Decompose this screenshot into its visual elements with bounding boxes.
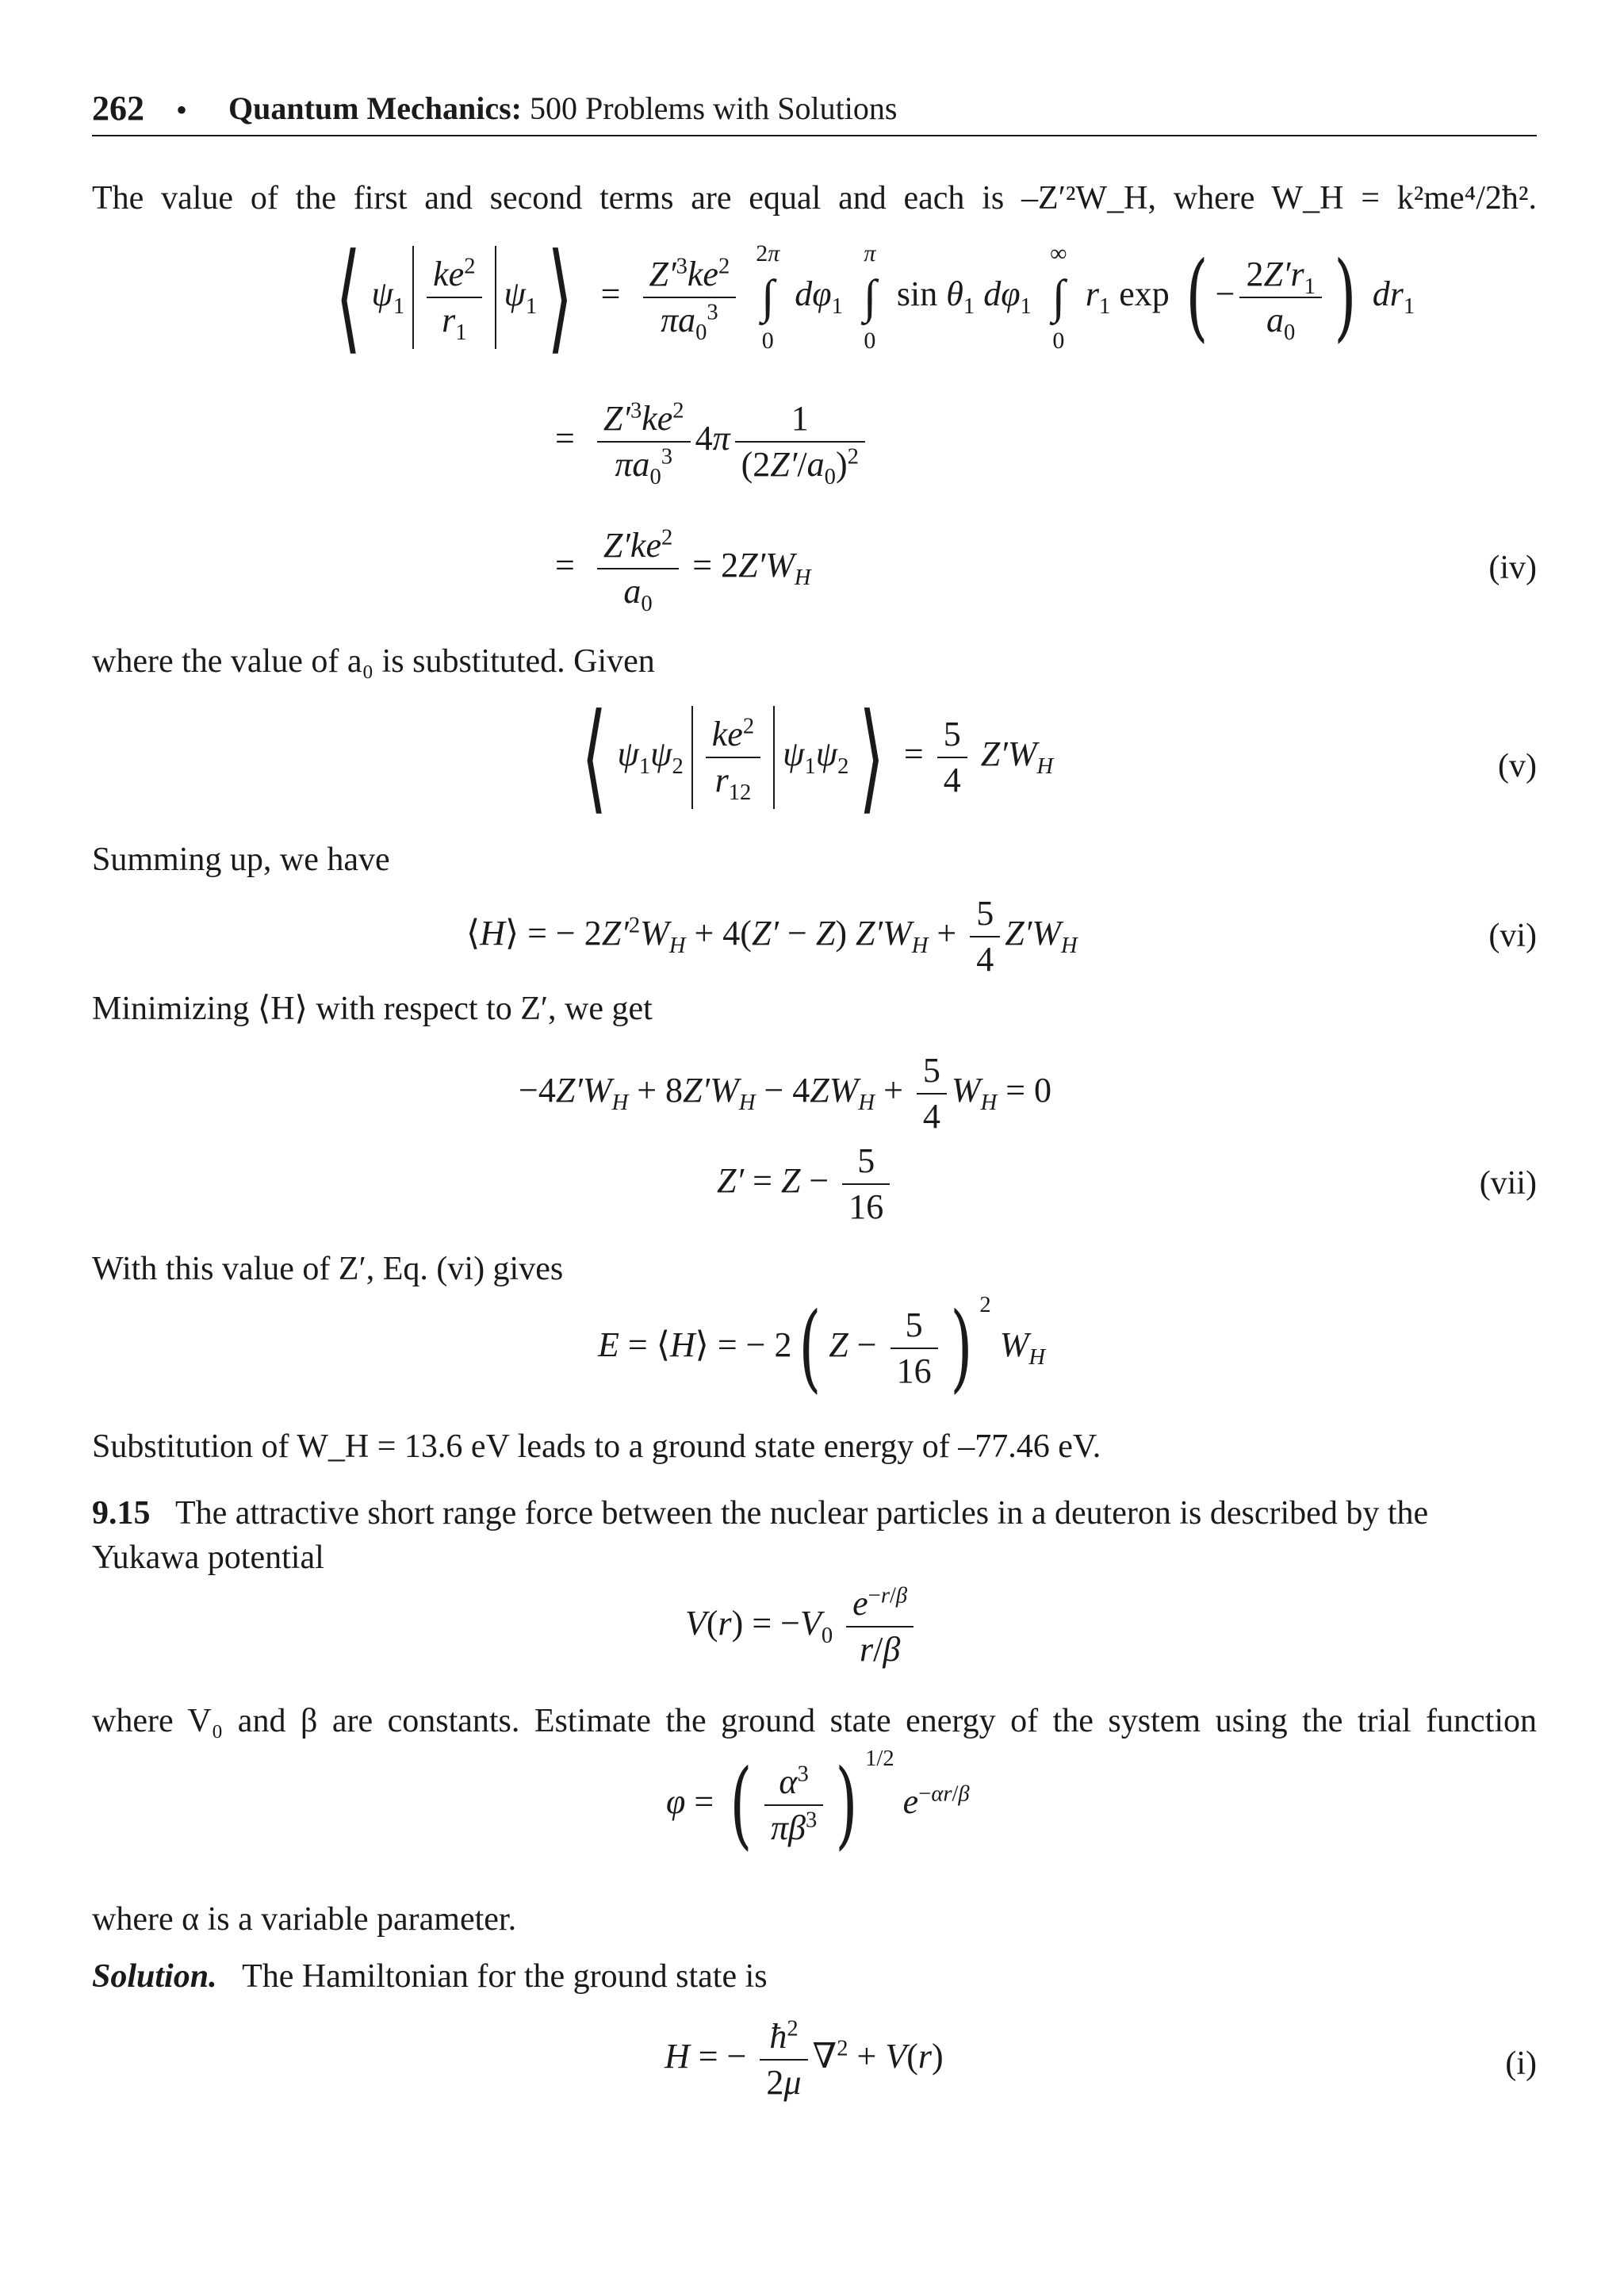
equation-iv-line2: = $\frac{Z'^3ke^2}{\pi a_0^3}$ 4π $\frac{1}{(2Z'/a_0)^2}$ xyxy=(555,397,870,487)
equation-hamiltonian: H = − $\frac{ħ^2}{2\mu}$ ∇$^2$ + V(r) xyxy=(665,2015,944,2105)
equation-yukawa-potential: $V(r) = -V_0$ $\frac{e^{-r/\beta}}{r/\beta}$ xyxy=(685,1581,918,1672)
problem-statement: The attractive short range force between the nuclear particles in a deuteron is described by the Yukawa potential xyxy=(92,1495,1429,1576)
solution-label: Solution. xyxy=(92,1958,217,1995)
paragraph-a0-substituted: where the value of a₀ is substituted. Given xyxy=(92,643,655,680)
paragraph-variable-parameter: where α is a variable parameter. xyxy=(92,1901,517,1938)
equation-number-v: (v) xyxy=(1498,748,1537,784)
equation-iv-line1: ⟨ $\psi_1$ $\frac{ke^2}{r_1}$ $\psi_1⟩$ = $\frac{Z'^3ke^2}{\pi a_0^3}$ 2π ∫ 0 $d\varphi_1$ π ∫ 0 $\sin \theta_1$ $d\varphi_1$ ∞ ∫ 0 $r_1$ exp ( − $\frac{2Z'r_1}{a_0}$ ) $dr_1$ xyxy=(335,228,1415,366)
header-separator: • xyxy=(176,92,188,128)
page-number: 262 xyxy=(92,89,144,128)
book-title xyxy=(228,90,897,127)
equation-v: ⟨ $\psi_1\psi_2$ $\frac{ke^2}{r_{12}}$ $\psi_1\psi_2⟩$ = $\frac{5}{4}$ $Z'W_H$ xyxy=(581,688,1054,826)
paragraph-summing-up: Summing up, we have xyxy=(92,842,390,878)
equation-number-vi: (vi) xyxy=(1488,918,1537,954)
equation-vi: ⟨H⟩ = − $2Z'^2W_H + 4(Z' - Z) Z'W_H$ + $\frac{5}{4}$ $Z'W_H$ xyxy=(466,891,1078,982)
equation-number-vii: (vii) xyxy=(1479,1165,1537,1202)
equation-number-iv: (iv) xyxy=(1488,550,1537,586)
equation-iv-line3: = $\frac{Z'ke^2}{a_0}$ = $2Z'W_H$ xyxy=(555,523,811,614)
book-title-bold: Quantum Mechanics: xyxy=(228,90,522,126)
equation-trial-function: φ = ( $\frac{\alpha^3}{\pi\beta^3}$ ) $^{1/2}$ $e^{-\alpha r/\beta}$ xyxy=(666,1746,970,1860)
problem-9-15 xyxy=(92,1491,1537,1580)
paragraph-constants-trial: where V₀ and β are constants. Estimate the ground state energy of the system using the trial function xyxy=(92,1703,1537,1739)
equation-energy: E = ⟨H⟩ = − 2( Z − $\frac{5}{16}$ ) $^2$ $W_H$ xyxy=(598,1293,1046,1403)
solution-intro xyxy=(92,1954,1537,1999)
problem-number: 9.15 xyxy=(92,1495,151,1532)
solution-text: The Hamiltonian for the ground state is xyxy=(242,1958,768,1995)
book-subtitle: 500 Problems with Solutions xyxy=(530,90,898,126)
equation-vii: Z′ = Z − $\frac{5}{16}$ xyxy=(717,1139,894,1229)
equation-number-i: (i) xyxy=(1505,2045,1537,2082)
paragraph-minimizing: Minimizing ⟨H⟩ with respect to Z′, we get xyxy=(92,991,653,1027)
paragraph-with-this-value: With this value of Z′, Eq. (vi) gives xyxy=(92,1251,564,1287)
paragraph-first-second-terms: The value of the first and second terms are equal and each is –Z′²W_H, where W_H = k²me⁴/2ħ². xyxy=(92,180,1537,217)
running-header xyxy=(92,89,1537,136)
paragraph-substitution-result: Substitution of W_H = 13.6 eV leads to a ground state energy of –77.46 eV. xyxy=(92,1428,1101,1465)
equation-minimization: $-4Z'W_H + 8Z'W_H - 4ZW_H$ + $\frac{5}{4}$ $W_H = 0$ xyxy=(519,1049,1051,1139)
